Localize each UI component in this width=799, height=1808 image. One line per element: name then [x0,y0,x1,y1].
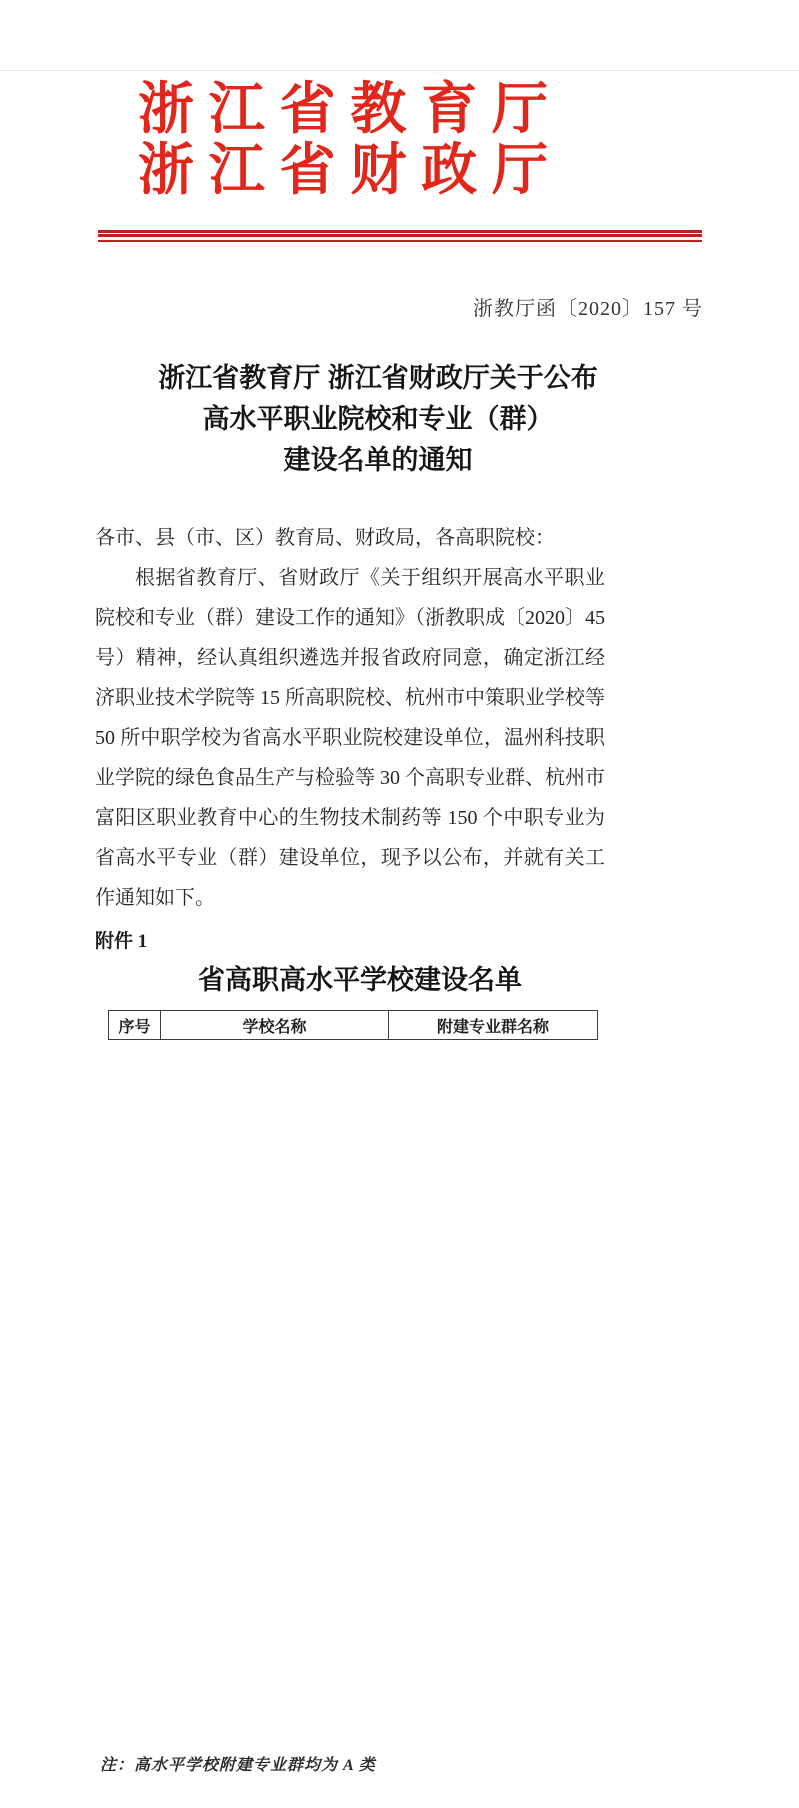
letterhead-line-1 [138,80,548,141]
table-header-row [109,1011,598,1040]
letterhead-char: 浙 [138,79,194,141]
attachment-table [108,1010,598,1040]
attachment-table-title: 省高职高水平学校建设名单 [198,965,522,995]
page-edge-line [0,70,799,71]
footnote: 注：高水平学校附建专业群均为 A 类 [100,1757,376,1774]
letterhead-char: 厅 [491,140,548,202]
column-header: 学校名称 [161,1011,389,1040]
divider-thick-line [98,230,702,237]
letterhead-char: 江 [208,79,265,141]
document-body [95,518,605,918]
letterhead-char: 省 [279,140,336,202]
letterhead-char: 省 [279,79,336,141]
document-number: 浙教厅函〔2020〕157 号 [473,298,703,320]
body-paragraph: 根据省教育厅、省财政厅《关于组织开展高水平职业院校和专业（群）建设工作的通知》（浙教职成〔2020〕45 号）精神，经认真组织遴选并报省政府同意，确定浙江经济职业技术学院等 15 所高职院校、杭州市中策职业学校等 50 所中职学校为省高水平职业院校建设单位，温州科技职业学院的绿色食品生产与检验等 30 个高职专业群、杭州市富阳区职业教育中心的生物技术制药等 150 个中职专业为省高水平专业（群）建设单位，现予以公布，并就有关工作通知如下。 [95,567,605,909]
letterhead-char: 厅 [491,79,548,141]
letterhead-char: 江 [208,140,265,202]
column-header: 附建专业群名称 [389,1011,598,1040]
letterhead-char: 财 [350,140,407,202]
letterhead-char: 育 [421,79,478,141]
title-line-1: 浙江省教育厅 浙江省财政厅关于公布 [158,363,598,393]
salutation: 各市、县（市、区）教育局、财政局，各高职院校： [95,527,555,549]
letterhead-char: 政 [421,140,478,202]
column-header: 序号 [109,1011,161,1040]
letterhead [138,80,548,202]
letterhead-char: 浙 [138,140,194,202]
title-line-2: 高水平职业院校和专业（群） [202,404,554,434]
letterhead-line-2 [138,141,548,202]
title-line-3: 建设名单的通知 [283,445,473,475]
document-title [116,358,640,481]
divider-thin-line [98,240,702,242]
letterhead-char: 教 [350,79,407,141]
attachment-label: 附件 1 [95,931,148,952]
letterhead-divider [98,230,702,242]
